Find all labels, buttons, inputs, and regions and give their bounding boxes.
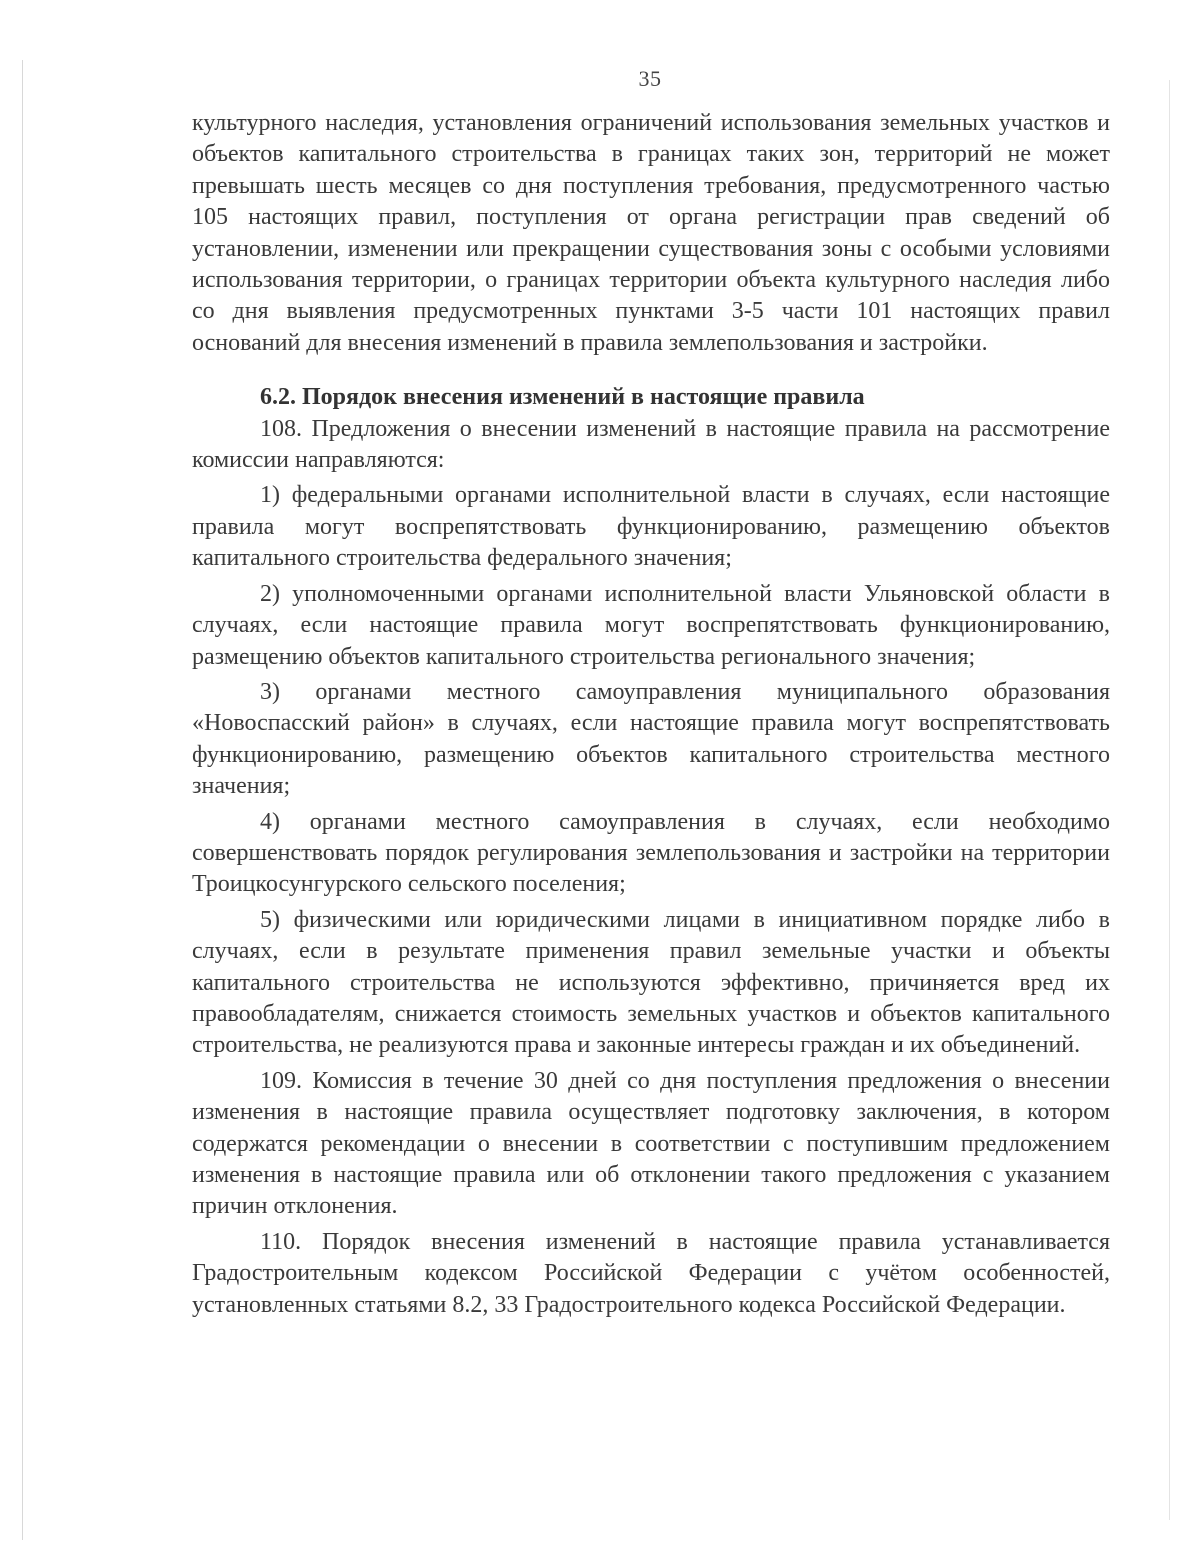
paragraph-110: 110. Порядок внесения изменений в настоящие правила устанавливается Градостроительным кодексом Российской Федерации с учётом особенностей, установленных статьями 8.2, 33 Градостроительного кодекса Российской Федерации.	[192, 1228, 1110, 1318]
item-2: 2) уполномоченными органами исполнительной власти Ульяновской области в случаях, если настоящие правила могут воспрепятствовать функционированию, размещению объектов капитального строительства регионального значения;	[192, 580, 1110, 670]
paragraph-109: 109. Комиссия в течение 30 дней со дня поступления предложения о внесении изменения в настоящие правила осуществляет подготовку заключения, в котором содержатся рекомендации о внесении в соответствии с поступившим предложением изменения в настоящие правила или об отклонении такого предложения с указанием причин отклонения.	[192, 1067, 1110, 1220]
page-number: 35	[638, 66, 662, 91]
paragraph-108: 108. Предложения о внесении изменений в настоящие правила на рассмотрение комиссии направляются:	[192, 415, 1110, 474]
item-5: 5) физическими или юридическими лицами в инициативном порядке либо в случаях, если в результате применения правил земельные участки и объекты капитального строительства не используются эффективно, причиняется вред их правообладателям, снижается стоимость земельных участков и объектов капитального строительства, не реализуются права и законные интересы граждан и их объединений.	[192, 906, 1110, 1059]
section-heading: 6.2. Порядок внесения изменений в настоящие правила	[260, 384, 865, 411]
scan-edge-left	[22, 60, 23, 1540]
scan-edge-right	[1169, 80, 1170, 1520]
item-1: 1) федеральными органами исполнительной власти в случаях, если настоящие правила могут воспрепятствовать функционированию, размещению объектов капитального строительства федерального значения;	[192, 482, 1110, 572]
item-3: 3) органами местного самоуправления муниципального образования «Новоспасский район» в случаях, если настоящие правила могут воспрепятствовать функционированию, размещению объектов капитального строительства местного значения;	[192, 678, 1110, 800]
item-4: 4) органами местного самоуправления в случаях, если необходимо совершенствовать порядок регулирования землепользования и застройки на территории Троицкосунгурского сельского поселения;	[192, 808, 1110, 898]
continuation-paragraph: культурного наследия, установления ограничений использования земельных участков и объектов капитального строительства в границах таких зон, территорий не может превышать шесть месяцев со дня поступления требования, предусмотренного частью 105 настоящих правил, поступления от органа регистрации прав сведений об установлении, изменении или прекращении существования зоны с особыми условиями использования территории, о границах территории объекта культурного наследия либо со дня выявления предусмотренных пунктами 3-5 части 101 настоящих правил оснований для внесения изменений в правила землепользования и застройки.	[192, 110, 1110, 356]
document-body	[192, 108, 1110, 1321]
